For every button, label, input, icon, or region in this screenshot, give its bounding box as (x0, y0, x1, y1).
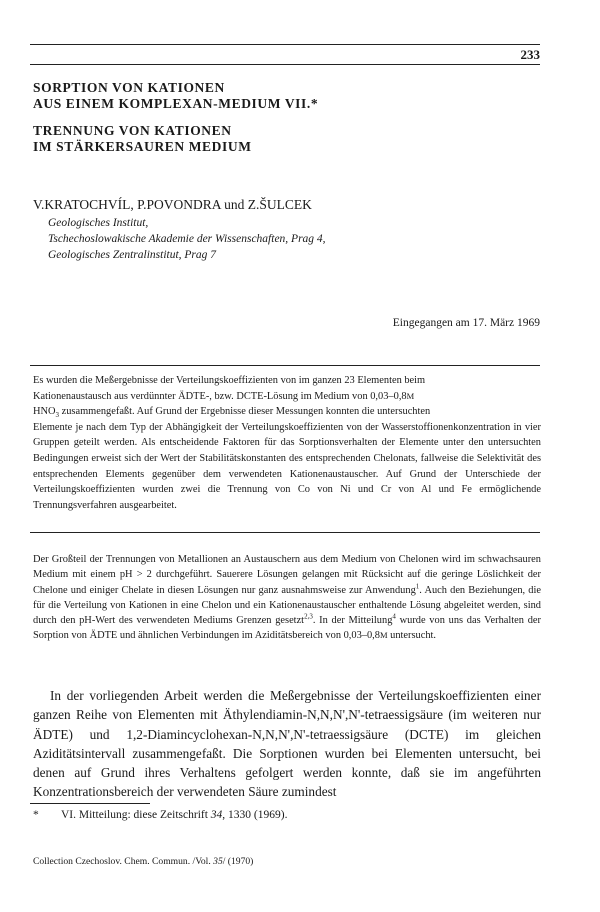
abstract-rest: Elemente je nach dem Typ der Abhängigkeit der Verteilungskoeffizienten von der Wasserstoffionenkonzentration in vier Gruppen geteilt werden. Als entscheidende Faktoren für das Sorptionsverhalten der Elemente unter den untersuchten Bedingungen erweist sich der Wert der Stabilitätskonstanten des entsprechenden Chelonats, fallweise die Selektivität des entsprechenden Elements gegenüber dem verwendeten Kationenaustauscher. Auf Grund der Unterschiede der Verteilungskoeffizienten wurden zwei die Trennung von Co von Ni und Cr von Al und Fe ermöglichende Trennungsverfahren ausgearbeitet. (33, 421, 541, 511)
abstract (33, 373, 541, 513)
journal-citation (33, 856, 253, 867)
header-rule (30, 64, 540, 65)
ref-2: 2,3 (304, 612, 313, 621)
affiliation-3: Geologisches Zentralinstitut, Prag 7 (48, 249, 217, 261)
abstract-subscript: 3 (55, 411, 60, 420)
title-line-2: AUS EINEM KOMPLEXAN-MEDIUM VII.* (33, 96, 319, 111)
authors: V.KRATOCHVÍL, P.POVONDRA und Z.ŠULCEK (33, 197, 312, 212)
intro-text-d: wurde von uns das Verhalten der Sorption von ÄDTE und ähnlichen Verbindungen im Aziditätsbereich von 0,03–0,8 (33, 615, 541, 642)
abstract-line-3 (33, 404, 541, 420)
footnote (33, 809, 287, 821)
main-paragraph (33, 686, 541, 802)
affiliation-1: Geologisches Institut, (48, 217, 149, 229)
intro-text-a: Der Großteil der Trennungen von Metallionen an Austauschern aus dem Medium von Chelonen wird im schwachsauren Medium mit einem pH > 2 durchgeführt. Sauerere Lösungen gelangen mit Rücksicht auf die geringe Löslichkeit der Chelone und einiger Chelate in diesen Lösungen nur ganz ausnahmsweise zur Anwendung (33, 554, 541, 596)
intro-text-c: . In der Mitteilung (312, 615, 393, 627)
abstract-line-3-text: zusammengefaßt. Auf Grund der Ergebnisse dieser Messungen konnten die untersuchten (59, 406, 431, 418)
received-date: Eingegangen am 17. März 1969 (392, 317, 540, 329)
affiliations (48, 215, 326, 263)
journal-volume: 35 (213, 856, 223, 867)
title-line-3: TRENNUNG VON KATIONEN (33, 123, 232, 138)
top-rule (30, 44, 540, 45)
abstract-line-2 (33, 389, 541, 405)
ref-1: 1 (415, 582, 420, 591)
abstract-top-rule (30, 365, 540, 366)
journal-text-b: / (1970) (222, 856, 254, 867)
abstract-line-2-text: Kationenaustausch aus verdünnter ÄDTE-, bzw. DCTE-Lösung im Medium von 0,03–0,8 (33, 390, 407, 402)
footnote-text-a: VI. Mitteilung: diese Zeitschrift (61, 809, 211, 821)
journal-text-a: Collection Czechoslov. Chem. Commun. /Vol. (33, 856, 214, 867)
intro-paragraph (33, 552, 541, 644)
abstract-line-1: Es wurden die Meßergebnisse der Verteilungskoeffizienten von im ganzen 23 Elementen beim (33, 375, 426, 386)
intro-text-b: . Auch den Beziehungen, die für die Verteilung von Kationen in eine Chelon und ein Kationenaustauscher enthaltende Lösung abgeleitet werden, sind durch den pH-Wert des verwendeten Mediums Grenzen gesetzt (33, 584, 541, 627)
abstract-bottom-rule (30, 532, 540, 533)
intro-text-e: untersucht. (387, 630, 437, 642)
footnote-mark: * (33, 809, 39, 821)
affiliation-2: Tschechoslowakische Akademie der Wissenschaften, Prag 4, (48, 233, 326, 245)
page-number: 233 (520, 47, 540, 62)
abstract-unit: M (406, 390, 415, 401)
footnote-rule (30, 803, 150, 804)
title-line-1: SORPTION VON KATIONEN (33, 80, 225, 95)
main-paragraph-text: In der vorliegenden Arbeit werden die Meßergebnisse der Verteilungskoeffizienten einer ganzen Reihe von Elementen mit Äthylendiamin-N,N,N',N'-tetraessigsäure (im weiteren nur ÄDTE) und 1,2-Diamincyclohexan-N,N,N',N'-tetraessigsäure (DCTE) im gleichen Aziditätsintervall zusammengefaßt. Die Sorptionen wurden bei Elementen untersucht, bei denen auf Grund ihres Verhaltens gefolgert werden konnte, daß sie im angeführten Konzentrationsbereich der verwendeten Säure zumindest (33, 688, 541, 800)
abstract-hno: HNO (33, 406, 56, 418)
title-line-4: IM STÄRKERSAUREN MEDIUM (33, 139, 252, 154)
footnote-text-b: , 1330 (1969). (222, 809, 288, 821)
intro-unit: M (379, 630, 388, 641)
footnote-volume: 34 (210, 809, 223, 821)
ref-3: 4 (392, 612, 396, 621)
